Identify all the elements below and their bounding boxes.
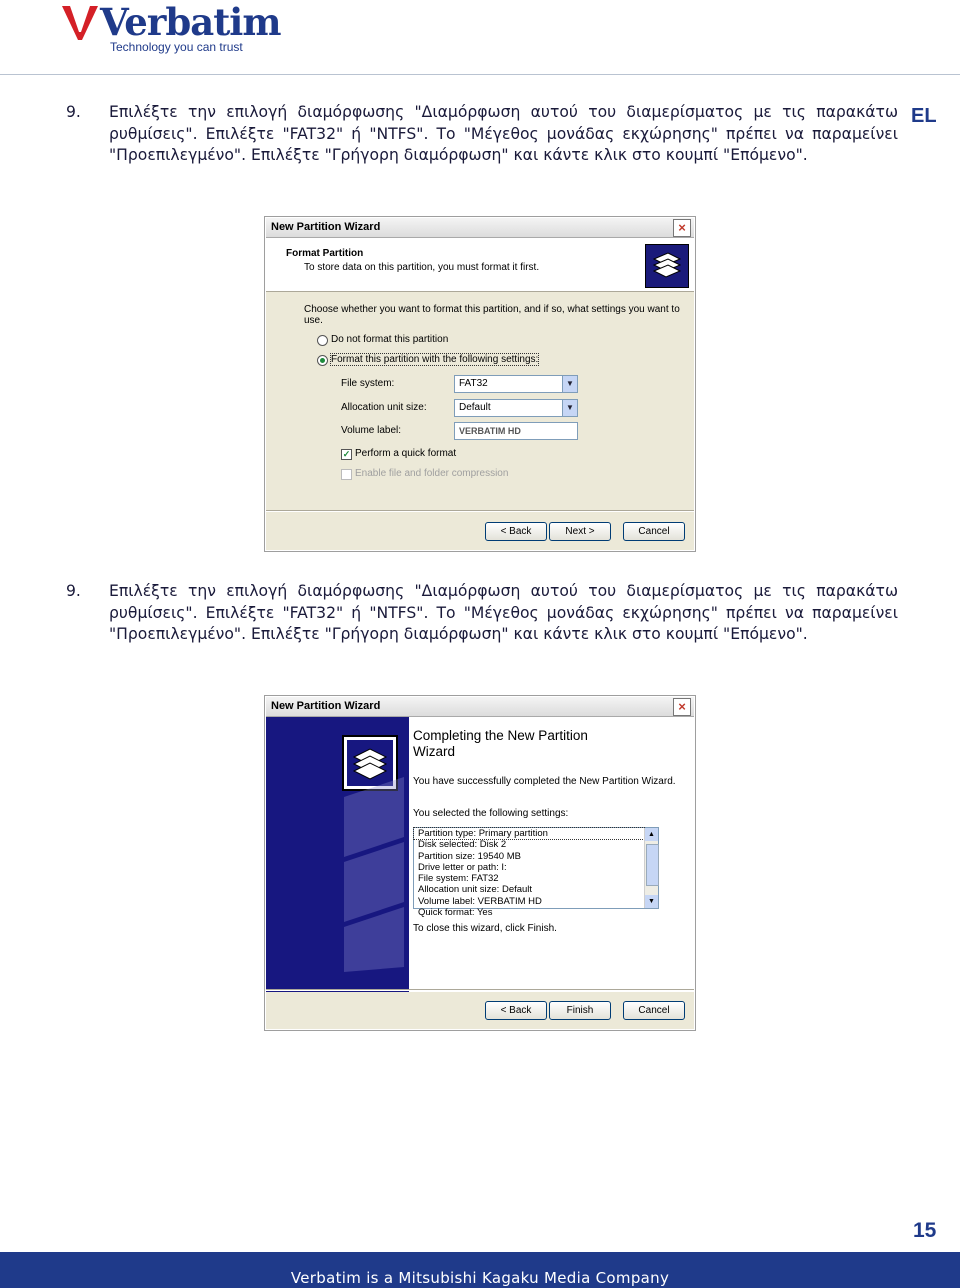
file-system-label: File system: xyxy=(341,378,395,389)
back-button[interactable]: < Back xyxy=(485,1001,547,1020)
radio-no-format[interactable] xyxy=(317,335,328,346)
scrollbar-thumb[interactable] xyxy=(646,844,659,886)
page-number: 15 xyxy=(913,1219,937,1242)
instruction-paragraph-2 xyxy=(66,581,898,646)
wizard-heading-line2: Wizard xyxy=(413,744,456,759)
page-footer xyxy=(0,1252,960,1288)
format-prompt: Choose whether you want to format this partition, and if so, what settings you want to use. xyxy=(304,304,680,326)
dialog-titlebar xyxy=(266,697,694,717)
chevron-up-icon[interactable]: ▲ xyxy=(645,828,658,841)
page-header xyxy=(0,0,960,75)
footer-text: Verbatim is a Mitsubishi Kagaku Media Company xyxy=(290,1269,670,1287)
instruction-paragraph-1 xyxy=(66,102,898,167)
dialog-heading: Format Partition xyxy=(286,248,364,259)
back-button[interactable]: < Back xyxy=(485,522,547,541)
compression-label: Enable file and folder compression xyxy=(355,468,509,479)
instruction-text: Επιλέξτε την επιλογή διαμόρφωσης "Διαμόρφωση αυτού του διαμερίσματος με τις παρακάτω ρυθμίσεις". Επιλέξτε "FAT32" ή "NTFS". Το "Μέγεθος μονάδας εκχώρησης" πρέπει να παραμείνει "Προεπιλεγμένο". Επιλέξτε "Γρήγορη διαμόρφωση" και κάντε κλικ στο κουμπί "Επόμενο". xyxy=(109,582,898,644)
vertical-scrollbar[interactable] xyxy=(644,828,658,908)
chevron-down-icon[interactable]: ▼ xyxy=(562,376,577,392)
close-icon[interactable]: × xyxy=(673,219,691,237)
step-number: 9. xyxy=(66,582,81,600)
dialog-banner xyxy=(266,238,694,292)
list-item: Drive letter or path: I: xyxy=(418,861,507,873)
allocation-unit-label: Allocation unit size: xyxy=(341,402,427,413)
list-item: Partition size: 19540 MB xyxy=(418,850,521,862)
brand-name: Verbatim xyxy=(100,0,281,44)
allocation-unit-value: Default xyxy=(459,402,491,413)
disk-stack-watermark-icon xyxy=(344,777,404,972)
dialog-titlebar xyxy=(266,218,694,238)
step-number: 9. xyxy=(66,103,81,121)
close-hint: To close this wizard, click Finish. xyxy=(413,923,557,934)
settings-listbox[interactable] xyxy=(413,827,659,919)
list-item: Allocation unit size: Default xyxy=(418,884,533,896)
selected-settings-label: You selected the following settings: xyxy=(413,808,569,819)
next-button[interactable]: Next > xyxy=(549,522,611,541)
chevron-down-icon[interactable]: ▼ xyxy=(645,895,658,908)
list-item: Partition type: Primary partition xyxy=(414,828,644,839)
dialog-title: New Partition Wizard xyxy=(271,221,381,233)
file-system-select[interactable] xyxy=(454,375,578,393)
list-item: Quick format: Yes xyxy=(418,907,493,919)
volume-label-label: Volume label: xyxy=(341,425,402,436)
radio-format-label[interactable]: Format this partition with the following settings: xyxy=(331,354,539,365)
quick-format-label[interactable]: Perform a quick format xyxy=(355,448,457,459)
list-item: Volume label: VERBATIM HD xyxy=(418,895,542,907)
brand-tagline: Technology you can trust xyxy=(110,40,243,54)
volume-label-input[interactable] xyxy=(454,422,578,440)
volume-label-value: VERBATIM HD xyxy=(459,426,521,436)
radio-format[interactable] xyxy=(317,355,328,366)
dialog-separator xyxy=(266,989,694,991)
wizard-heading-line1: Completing the New Partition xyxy=(413,728,588,743)
file-system-value: FAT32 xyxy=(459,378,488,389)
allocation-unit-select[interactable] xyxy=(454,399,578,417)
dialog-subheading: To store data on this partition, you must format it first. xyxy=(304,262,540,273)
wizard-heading xyxy=(413,728,588,760)
cancel-button[interactable]: Cancel xyxy=(623,1001,685,1020)
cancel-button[interactable]: Cancel xyxy=(623,522,685,541)
verbatim-check-logo-icon xyxy=(62,2,98,42)
wizard-sidebar xyxy=(266,717,409,992)
compression-checkbox[interactable] xyxy=(341,469,352,480)
language-tag: EL xyxy=(911,105,937,127)
disk-stack-icon xyxy=(645,244,689,288)
finish-button[interactable]: Finish xyxy=(549,1001,611,1020)
format-partition-dialog xyxy=(264,216,696,552)
chevron-down-icon[interactable]: ▼ xyxy=(562,400,577,416)
completing-wizard-dialog xyxy=(264,695,696,1031)
radio-no-format-label[interactable]: Do not format this partition xyxy=(331,334,449,345)
dialog-title: New Partition Wizard xyxy=(271,700,381,712)
success-message: You have successfully completed the New Partition Wizard. xyxy=(413,776,676,787)
close-icon[interactable]: × xyxy=(673,698,691,716)
list-item: Disk selected: Disk 2 xyxy=(418,839,507,851)
list-item: File system: FAT32 xyxy=(418,873,499,885)
instruction-text: Επιλέξτε την επιλογή διαμόρφωσης "Διαμόρφωση αυτού του διαμερίσματος με τις παρακάτω ρυθμίσεις". Επιλέξτε "FAT32" ή "NTFS". Το "Μέγεθος μονάδας εκχώρησης" πρέπει να παραμείνει "Προεπιλεγμένο". Επιλέξτε "Γρήγορη διαμόρφωση" και κάντε κλικ στο κουμπί "Επόμενο". xyxy=(109,103,898,165)
dialog-separator xyxy=(266,510,694,512)
quick-format-checkbox[interactable]: ✓ xyxy=(342,449,351,459)
